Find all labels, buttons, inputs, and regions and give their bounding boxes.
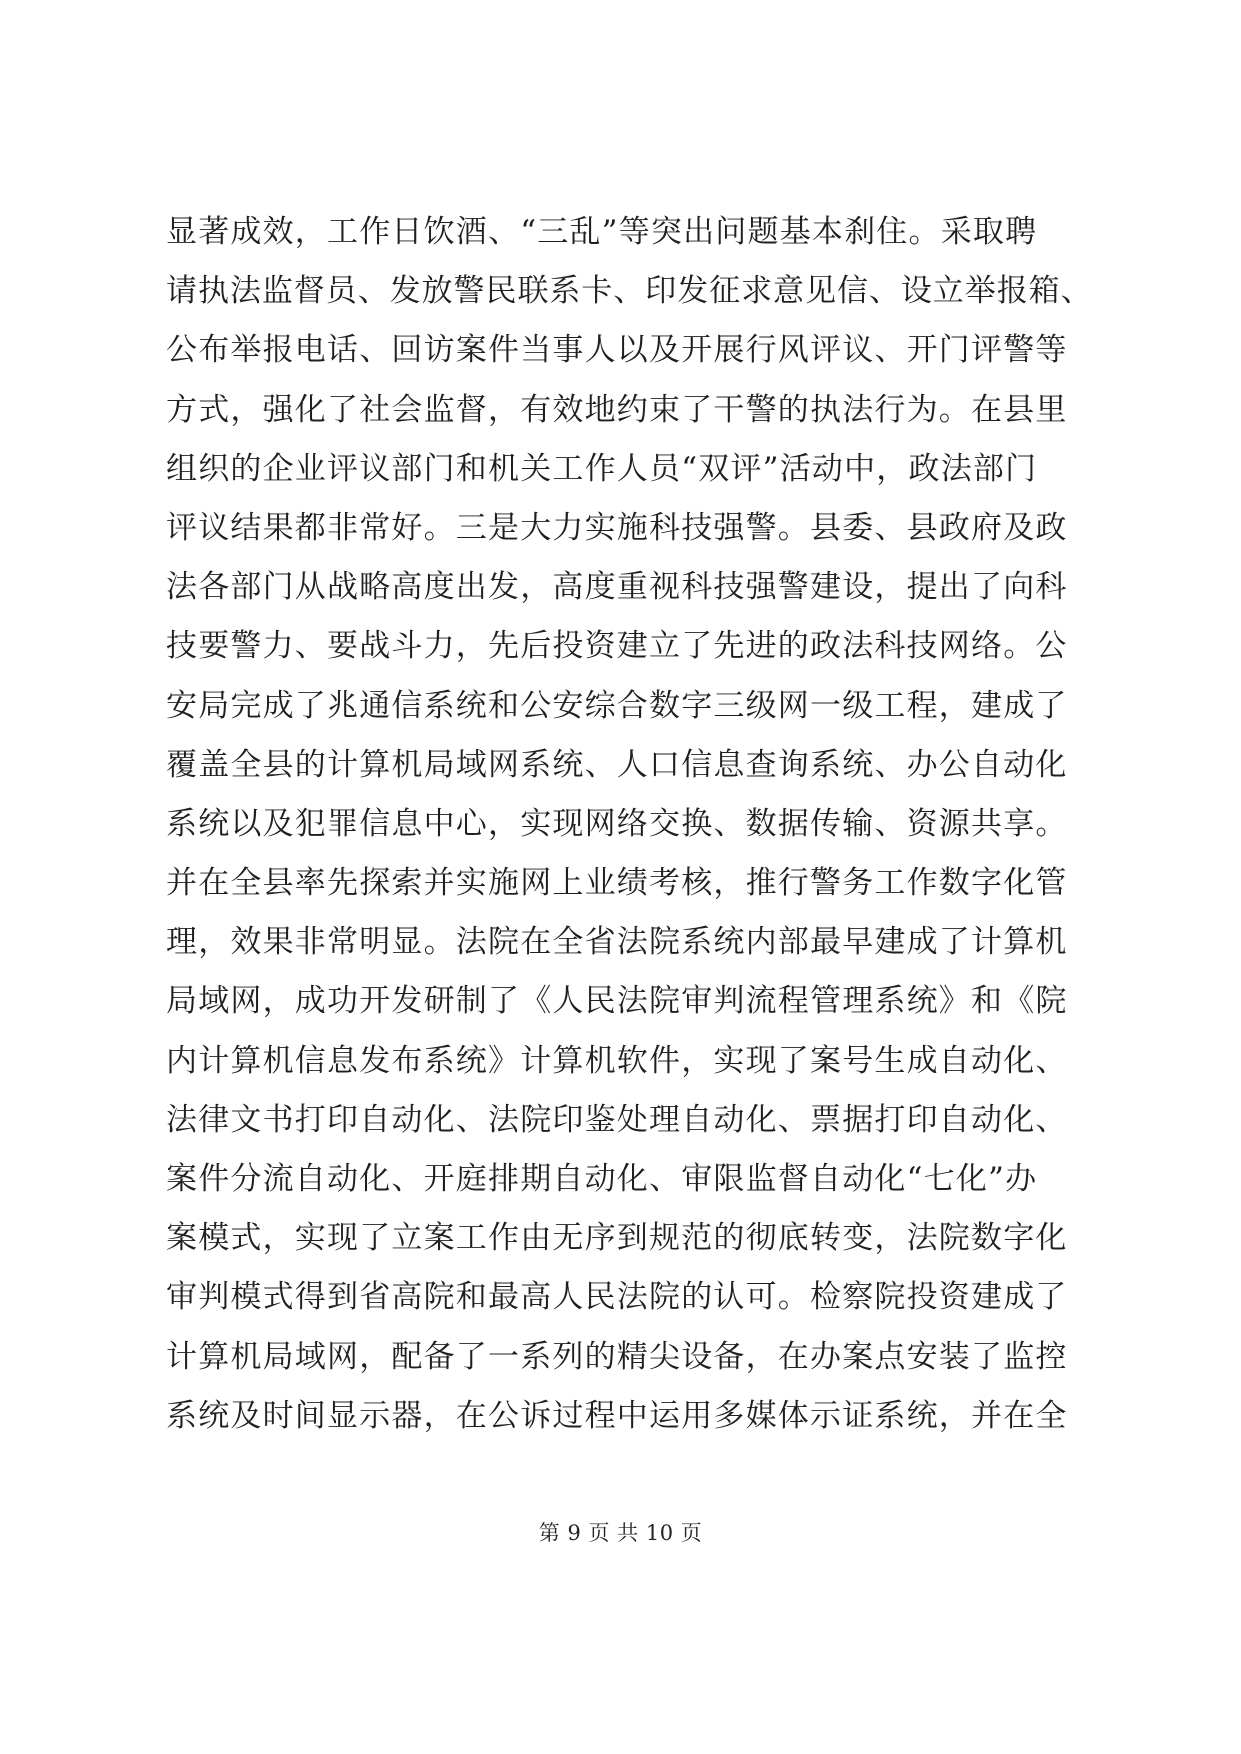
body-paragraph (166, 203, 1096, 1446)
page-number-footer: 第 9 页 共 10 页 (538, 1521, 703, 1545)
text-line: 请执法监督员、发放警民联系卡、印发征求意见信、设立举报箱、 (166, 273, 1093, 310)
text-line: 显著成效，工作日饮酒、“三乱”等突出问题基本刹住。采取聘 (166, 214, 1038, 250)
text-line: 公布举报电话、回访案件当事人以及开展行风评议、开门评警等 (166, 332, 1068, 369)
text-line: 理，效果非常明显。法院在全省法院系统内部最早建成了计算机 (166, 924, 1068, 961)
text-line: 组织的企业评议部门和机关工作人员“双评”活动中，政法部门 (166, 450, 1038, 487)
text-line: 系统以及犯罪信息中心，实现网络交换、数据传输、资源共享。 (166, 805, 1068, 842)
text-line: 法律文书打印自动化、法院印鉴处理自动化、票据打印自动化、 (166, 1101, 1068, 1138)
text-line: 安局完成了兆通信系统和公安综合数字三级网一级工程，建成了 (166, 687, 1068, 724)
text-line: 系统及时间显示器，在公诉过程中运用多媒体示证系统，并在全 (166, 1397, 1068, 1434)
text-line: 案件分流自动化、开庭排期自动化、审限监督自动化“七化”办 (166, 1161, 1038, 1197)
text-line: 并在全县率先探索并实施网上业绩考核，推行警务工作数字化管 (166, 865, 1068, 902)
text-line: 局域网，成功开发研制了《人民法院审判流程管理系统》和《院 (166, 983, 1068, 1020)
text-line: 案模式，实现了立案工作由无序到规范的彻底转变，法院数字化 (166, 1220, 1068, 1257)
text-line: 审判模式得到省高院和最高人民法院的认可。检察院投资建成了 (166, 1279, 1068, 1316)
text-line: 法各部门从战略高度出发，高度重视科技强警建设，提出了向科 (166, 569, 1068, 606)
text-line: 方式，强化了社会监督，有效地约束了干警的执法行为。在县里 (166, 391, 1068, 428)
text-line: 技要警力、要战斗力，先后投资建立了先进的政法科技网络。公 (166, 628, 1068, 665)
text-line: 评议结果都非常好。三是大力实施科技强警。县委、县政府及政 (166, 509, 1068, 546)
text-line: 计算机局域网，配备了一系列的精尖设备，在办案点安装了监控 (166, 1338, 1068, 1375)
text-line: 覆盖全县的计算机局域网系统、人口信息查询系统、办公自动化 (166, 746, 1068, 783)
text-line: 内计算机信息发布系统》计算机软件，实现了案号生成自动化、 (166, 1042, 1068, 1079)
